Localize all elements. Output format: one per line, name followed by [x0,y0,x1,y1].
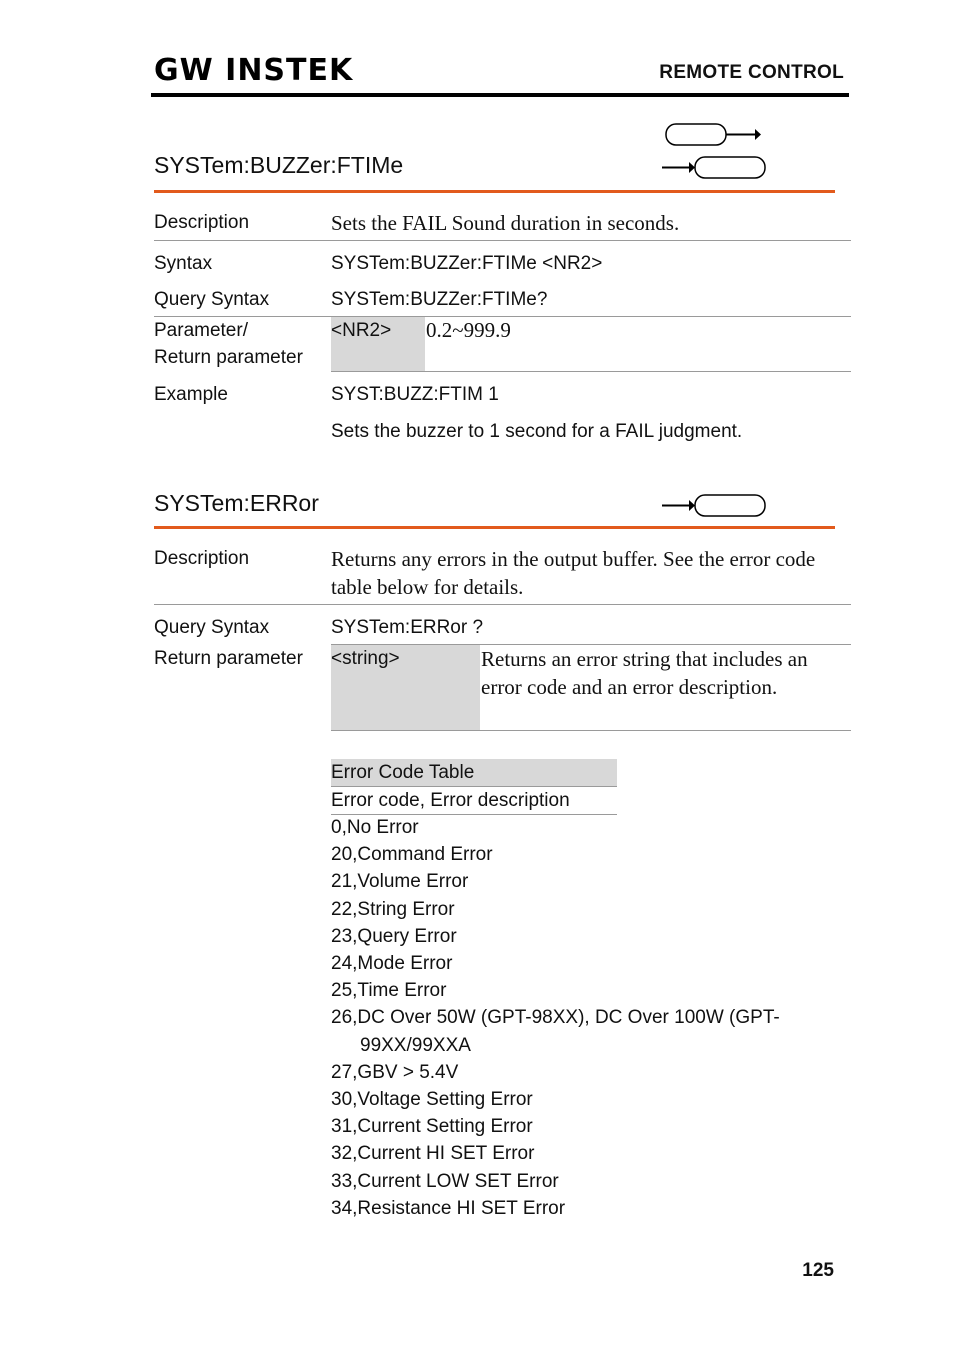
error-code-item: 32,Current HI SET Error [331,1143,535,1165]
return-name: <string> [331,648,400,669]
error-code-item: 20,Command Error [331,844,493,866]
gw-instek-logo [154,53,354,88]
row-divider [154,604,851,605]
error-code-item: 23,Query Error [331,925,457,947]
error-code-item: 24,Mode Error [331,953,453,975]
set-query-icon [660,122,770,187]
page-number: 125 [802,1260,834,1281]
query-syntax-label: Query Syntax [154,289,270,310]
error-code-item: 31,Current Setting Error [331,1116,533,1138]
error-code-item: 25,Time Error [331,980,447,1002]
row-divider [331,730,851,731]
section-rule [154,190,835,193]
error-code-item: 34,Resistance HI SET Error [331,1197,566,1219]
description-label: Description [154,212,250,233]
error-code-item: 21,Volume Error [331,871,469,893]
row-divider [331,371,851,372]
command-title-buzzer-ftime: SYSTem:BUZZer:FTIMe [154,152,404,178]
error-code-item: 0,No Error [331,817,419,838]
section-rule [154,526,835,529]
query-syntax-label: Query Syntax [154,617,270,638]
error-code-item: 27,GBV > 5.4V [331,1061,459,1083]
command-title-error: SYSTem:ERRor [154,490,319,516]
description-text: Returns any errors in the output buffer. See the error code table below for details. [331,547,816,599]
header-rule [151,93,849,97]
return-parameter-label: Return parameter [154,347,303,368]
return-description: Returns an error string that includes an error code and an error description. [481,647,808,699]
example-label: Example [154,384,228,405]
query-syntax-text: SYSTem:BUZZer:FTIMe? [331,289,548,310]
error-code-item: 26,DC Over 50W (GPT-98XX), DC Over 100W (GPT-99XX/99XXA [331,1007,780,1056]
error-code-item: 33,Current LOW SET Error [331,1170,559,1192]
parameter-name: <NR2> [331,320,392,341]
error-code-item: 30,Voltage Setting Error [331,1089,533,1111]
syntax-label: Syntax [154,253,213,274]
description-label: Description [154,548,250,569]
parameter-range: 0.2~999.9 [426,318,511,342]
syntax-text: SYSTem:BUZZer:FTIMe <NR2> [331,253,603,274]
error-table-title: Error Code Table [331,762,475,783]
example-command: SYST:BUZZ:FTIM 1 [331,384,499,405]
error-table-header: Error code, Error description [331,790,570,811]
query-syntax-text: SYSTem:ERRor ? [331,617,484,638]
logo-text: GW INSTEK [154,53,354,88]
section-title: REMOTE CONTROL [659,62,844,83]
example-description: Sets the buzzer to 1 second for a FAIL judgment. [331,421,743,442]
row-divider [154,240,851,241]
query-icon [660,492,770,525]
description-text: Sets the FAIL Sound duration in seconds. [331,211,680,235]
return-parameter-label: Return parameter [154,648,303,669]
error-code-item: 22,String Error [331,898,455,920]
parameter-label: Parameter/ [154,320,248,341]
error-code-list [331,814,831,1222]
